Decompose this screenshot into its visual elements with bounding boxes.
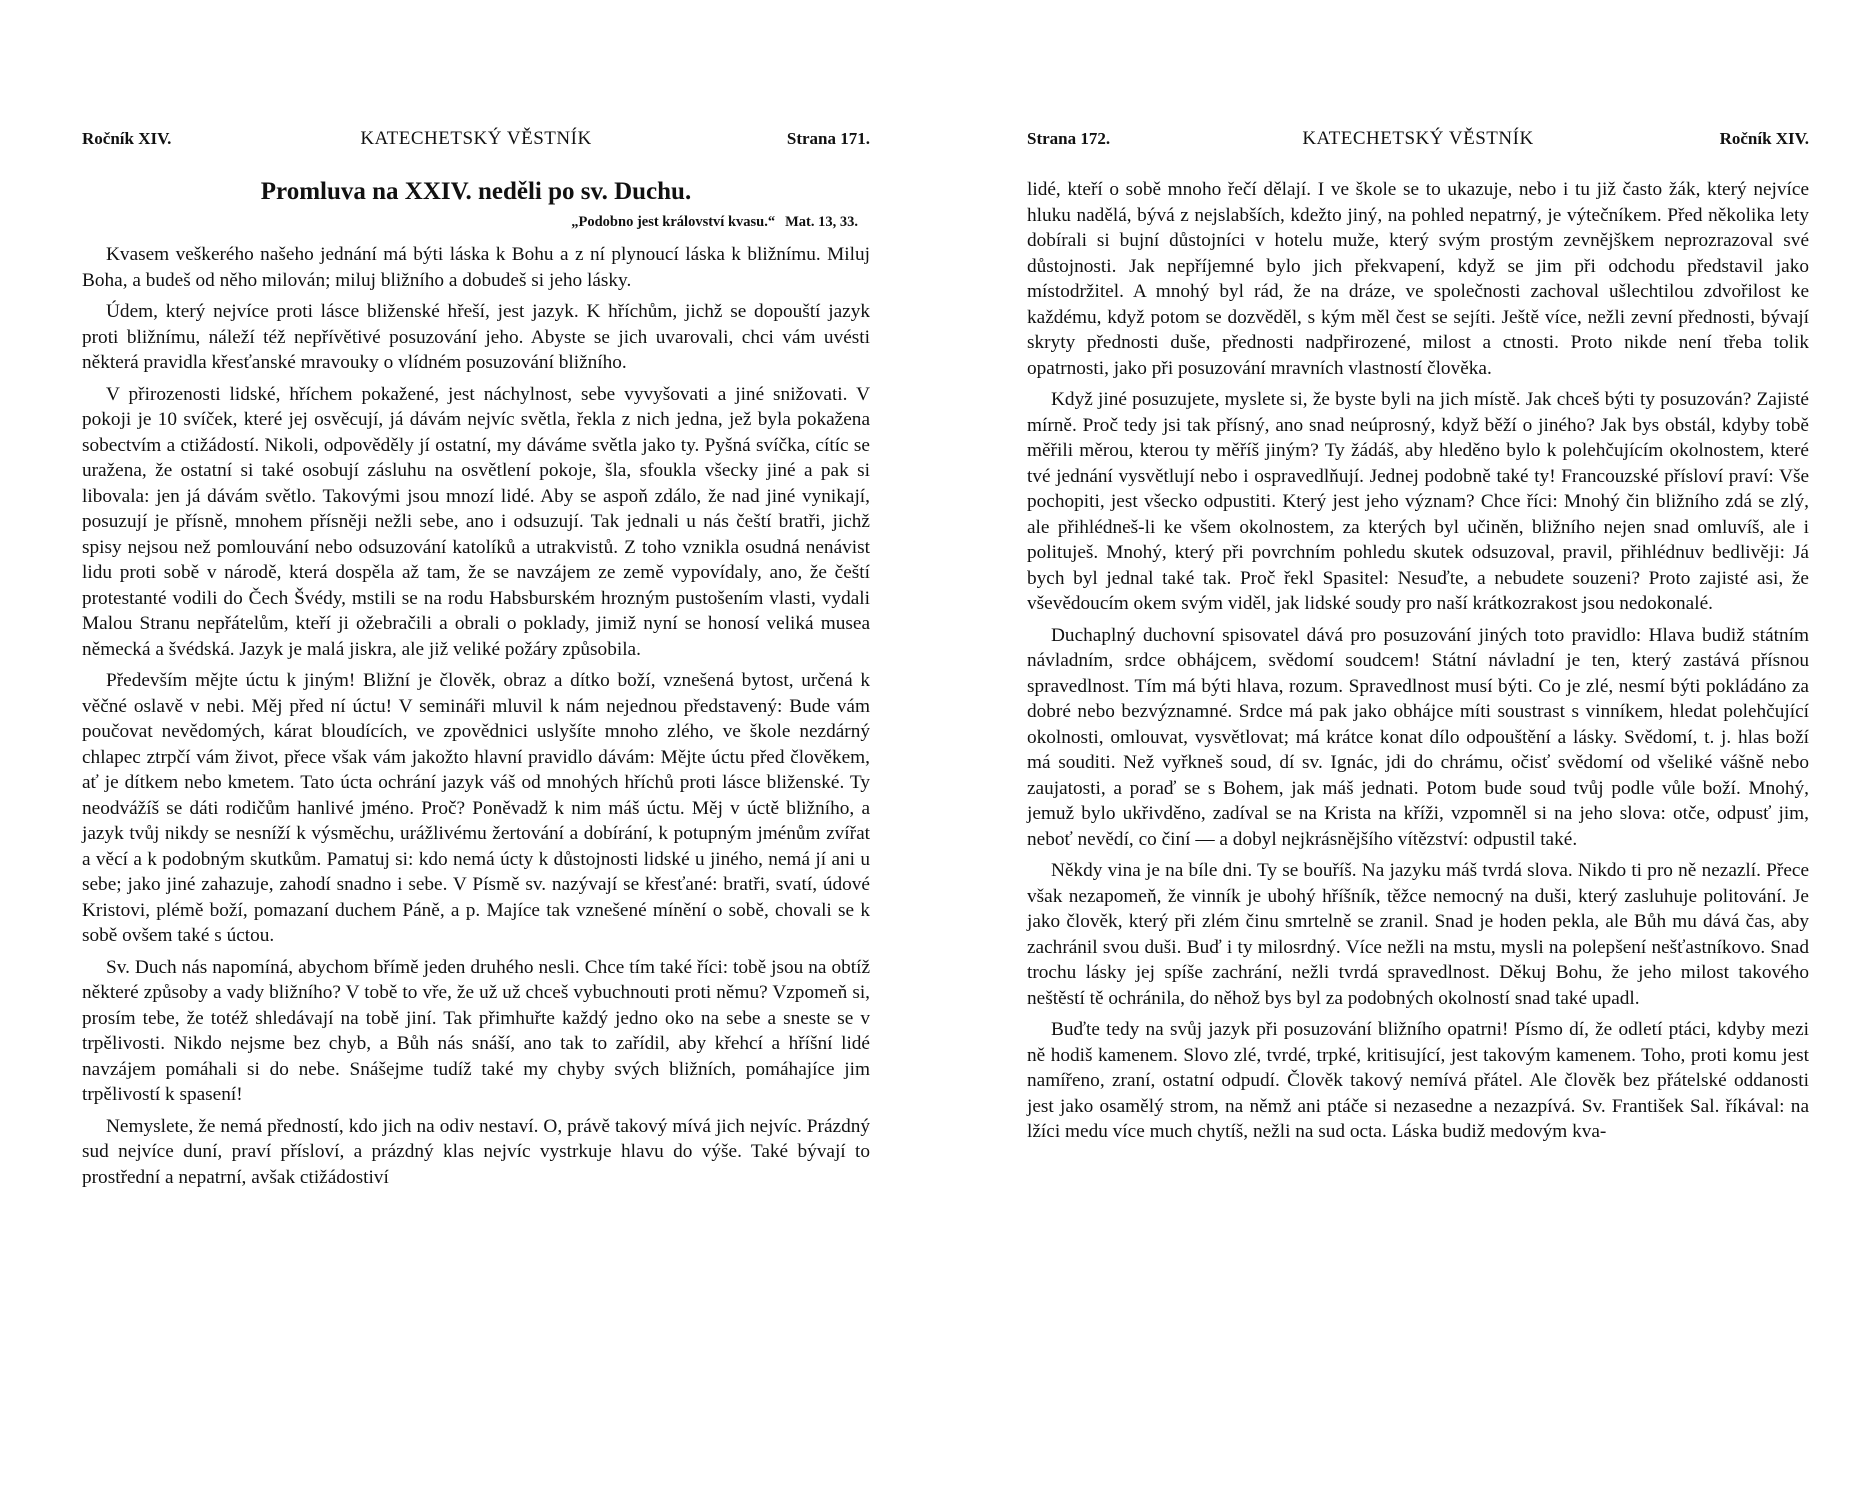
page-number: Strana 171.: [786, 129, 870, 148]
paragraph: lidé, kteří o sobě mnoho řečí dělají. I ve škole se to ukazuje, nebo i tu již často žák, který nejvíce hluku nadělá, bývá z nejslabších, kdežto jiný, na pohled nepatrný, je výtečníkem. Před několika lety dobírali si bujní důstojníci v hotelu muže, který svým prostým zevnějškem neprozrazoval své důstojnosti. Jak nepříjemné bylo jich překvapení, když se jim při odchodu představil jako místodržitel. A mnohý byl rád, že na dráze, ve společnosti zachoval ušlechtilou zdvořilost ke každému, když potom se dozvěděl, s kým měl čest se sejíti. Ještě více, nežli zevní přednosti, bývají skryty přednosti duše, přednosti nadpřirozené, milost a ctnosti. Proto nikde není třeba tolik opatrnosti, jako při posuzování mravních vlastností člověka.: [1027, 179, 1809, 379]
paragraph: Údem, který nejvíce proti lásce bliženské hřeší, jest jazyk. K hříchům, jichž se dopouští jazyk proti bližnímu, náleží též nepřívětivé posuzování jeho. Abyste se jich uvarovali, chci vám uvésti některá pravidla křesťanské mravouky o vlídném posuzování bližního.: [82, 301, 870, 373]
journal-title: KATECHETSKÝ VĚSTNÍK: [360, 128, 592, 149]
paragraph: Když jiné posuzujete, myslete si, že byste byli na jich místě. Jak chceš býti ty posuzován? Zajisté mírně. Proč tedy jsi tak přísný, ano snad neúprosný, když běží o jiného? Jak bys obstál, kdyby tobě měřili měrou, kterou ty měříš jiným? Ty žádáš, aby hleděno bylo k polehčujícím okolnostem, které tvé jednání vysvětlují nebo i ospravedlňují. Jednej podobně také ty! Francouzské přísloví praví: Vše pochopiti, jest všecko odpustiti. Který jest jeho význam? Chce říci: Mnohý čin bližního zdá se zlý, ale přihlédneš-li ke všem okolnostem, za kterých byl učiněn, bližního nejen snad omluvíš, ale i polituješ. Mnohý, který při povrchním pohledu skutek odsuzoval, pravil, přihlédnuv bedlivěji: Já bych byl jednal také tak. Proč řekl Spasitel: Nesuďte, a nebudete souzeni? Proto zajisté asi, že vševědoucím okem svým viděl, jak lidské soudy pro naší krátkozrakost jsou nedokonalé.: [1027, 389, 1809, 614]
volume-label: Ročník XIV.: [1719, 129, 1809, 148]
journal-title: KATECHETSKÝ VĚSTNÍK: [1302, 128, 1534, 149]
epigraph-quote: „Podobno jest království kvasu.“: [571, 214, 776, 230]
page-number: Strana 172.: [1027, 129, 1111, 148]
paragraph: Duchaplný duchovní spisovatel dává pro posuzování jiných toto pravidlo: Hlava budiž státním návladním, srdce obhájcem, svědomí soudcem! Státní návladní je ten, který zastává přísnou spravedlnost. Tím má býti hlava, rozum. Spravedlnost musí býti. Co je zlé, nesmí býti pokládáno za dobré nebo bezvýznamné. Srdce má pak jako obhájce míti soustrast s vinníkem, hledat polehčující okolnosti, omlouvat, vysvětlovat; má krátce konat dílo odpouštění a lásky. Svědomí, t. j. hlas boží má souditi. Než vyřkneš soud, dí sv. Ignác, jdi do chrámu, očisť svědomí od všeliké vášně nebo zaujatosti, a poraď se s Bohem, jak máš jednati. Potom bude soud tvůj podle vůle boží. Mnohý, jemuž bylo ukřivděno, zadíval se na Krista na kříži, vzpomněl si na jeho slova: otče, odpusť jim, neboť nevědí, co činí — a dobyl nejkrásnějšího vítězství: odpustil také.: [1027, 624, 1809, 850]
running-head: [1027, 124, 1809, 154]
body-text: [82, 242, 870, 1196]
epigraph-reference: Mat. 13, 33.: [785, 214, 858, 230]
paragraph: Kvasem veškerého našeho jednání má býti láska k Bohu a z ní plynoucí láska k bližnímu. Miluj Boha, a budeš od něho milován; miluj bližního a dobudeš si jeho lásky.: [82, 244, 870, 291]
epigraph: [571, 212, 858, 232]
paragraph: Nemyslete, že nemá předností, kdo jich na odiv nestaví. O, právě takový mívá jich nejvíc. Prázdný sud nejvíce duní, praví přísloví, a prázdný klas nejvíc vystrkuje hlavu do výše. Také bývají to prostřední a nepatrní, avšak ctižádostiví: [82, 1115, 870, 1188]
paragraph: Buďte tedy na svůj jazyk při posuzování bližního opatrni! Písmo dí, že odletí ptáci, kdyby mezi ně hodiš kamenem. Slovo zlé, tvrdé, trpké, kritisující, jest takovým kamenem. Toho, proti komu jest namířeno, zraní, ostatní odpudí. Člověk takový nemívá přátel. Ale člověk bez přátelské oddanosti jest jako osamělý strom, na němž ani ptáče si nezasedne a nezazpívá. Sv. František Sal. říkával: na lžíci medu více much chytíš, nežli na sud octa. Láska budiž medovým kva-: [1027, 1019, 1809, 1142]
paragraph: Někdy vina je na bíle dni. Ty se bouříš. Na jazyku máš tvrdá slova. Nikdo ti pro ně nezazlí. Přece však nezapomeň, že vinník je ubohý hříšník, těžce nemocný na duši, který zasluhuje politování. Je jako člověk, který při zlém činu smrtelně se zranil. Snad je hoden pekla, ale Bůh mu dává čas, aby zachránil svou duši. Buď i ty milosrdný. Více nežli na mstu, mysli na polepšení nešťastníkovo. Snad trochu lásky jej spíše zachrání, nežli tvrdá spravedlnost. Děkuj Bohu, že jeho milost takového neštěstí tě ochránila, do něhož bys byl za podobných okolností snad také upadl.: [1027, 860, 1809, 1009]
article-title: Promluva na XXIV. neděli po sv. Duchu.: [260, 178, 692, 205]
running-head: [82, 124, 870, 154]
paragraph: Především mějte úctu k jiným! Bližní je člověk, obraz a dítko boží, vznešená bytost, určená k věčné oslavě v nebi. Měj před ní úctu! V semináři mluvil k nám nejednou představený: Bude vám poučovat nevědomých, kárat bloudících, ve zpovědnici uslyšíte mnoho zlého, ve škole nezdárný chlapec ztrpčí vám život, přece však vám jakožto hlavní pravidlo dávám: Mějte úctu před člověkem, ať je dítkem nebo kmetem. Tato úcta ochrání jazyk váš od mnohých hříchů proti lásce bliženské. Ty neodvážíš se dáti rodičům hanlivé jméno. Proč? Poněvadž k nim máš úctu. Měj v úctě bližního, a jazyk tvůj nikdy se nesníží k výsměchu, urážlivému žertování a dobírání, k potupným jménům zvířat a věcí a k podobným skutkům. Pamatuj si: kdo nemá úcty k důstojnosti lidské u jiného, nemá jí ani u sebe; jako jiné zahazuje, zahodí snadno i sebe. V Písmě sv. nazývají se křesťané: bratři, svatí, údové Kristovi, plémě boží, pomazaní duchem Páně, a p. Majíce tak vznešené mínění o sobě, chovali se k sobě ovšem také s úctou.: [82, 670, 870, 946]
volume-label: Ročník XIV.: [82, 129, 172, 148]
left-page: [82, 0, 870, 1500]
paragraph: Sv. Duch nás napomíná, abychom břímě jeden druhého nesli. Chce tím také říci: tobě jsou na obtíž některé způsoby a vady bližního? V tobě to vře, že už už chceš vybuchnouti proti němu? Vzpomeň si, prosím tebe, že totéž shledávají na tobě jiní. Tak přimhuřte každý jedno oko na sebe a sneste se v trpělivosti. Nikdo nejsme bez chyb, a Bůh nás snáší, ano tak to zařídil, aby křehcí a hříšní lidé navzájem pomáhali si do nebe. Snášejme tudíž také my chyby svých bližních, pomáhajíce jim trpělivostí k spasení!: [82, 956, 870, 1105]
paragraph: V přirozenosti lidské, hříchem pokažené, jest náchylnost, sebe vyvyšovati a jiné snižovati. V pokoji je 10 svíček, které jej osvěcují, já dávám nejvíc světla, řekla z nich jedna, jež byla pokažena sobectvím a ctižádostí. Nikoli, odpověděly jí ostatní, my dáváme světla jako ty. Pyšná svíčka, cítíc se uražena, že ostatní si také osobují zásluhu na osvětlení pokoje, šla, sfoukla všecky jiné a pak si libovala: jen já dávám světlo. Takovými jsou mnozí lidé. Aby se aspoň zdálo, že nad jiné vynikají, posuzují je přísně, mnohem přísněji nežli sebe, ano i odsuzují. Tak jednali u nás čeští bratři, jichž spisy nejsou než pomlouvání nebo odsuzování katolíků a utrakvistů. Z toho vznikla osudná nenávist lidu proti sobě v národě, která dospěla až tam, že se navzájem ze země vypovídaly, ano, že čeští protestanté vodili do Čech Švédy, mstili se na rodu Habsburském hrozným pustošením vlasti, vydali Malou Stranu nepřátelům, kteří ji ožebračili a obrali o poklady, jimiž nyní se honosí veliká musea německá a švédská. Jazyk je malá jiskra, ale již veliké požáry způsobila.: [82, 383, 870, 660]
right-page: [1027, 0, 1809, 1500]
body-text: [1027, 177, 1809, 1151]
